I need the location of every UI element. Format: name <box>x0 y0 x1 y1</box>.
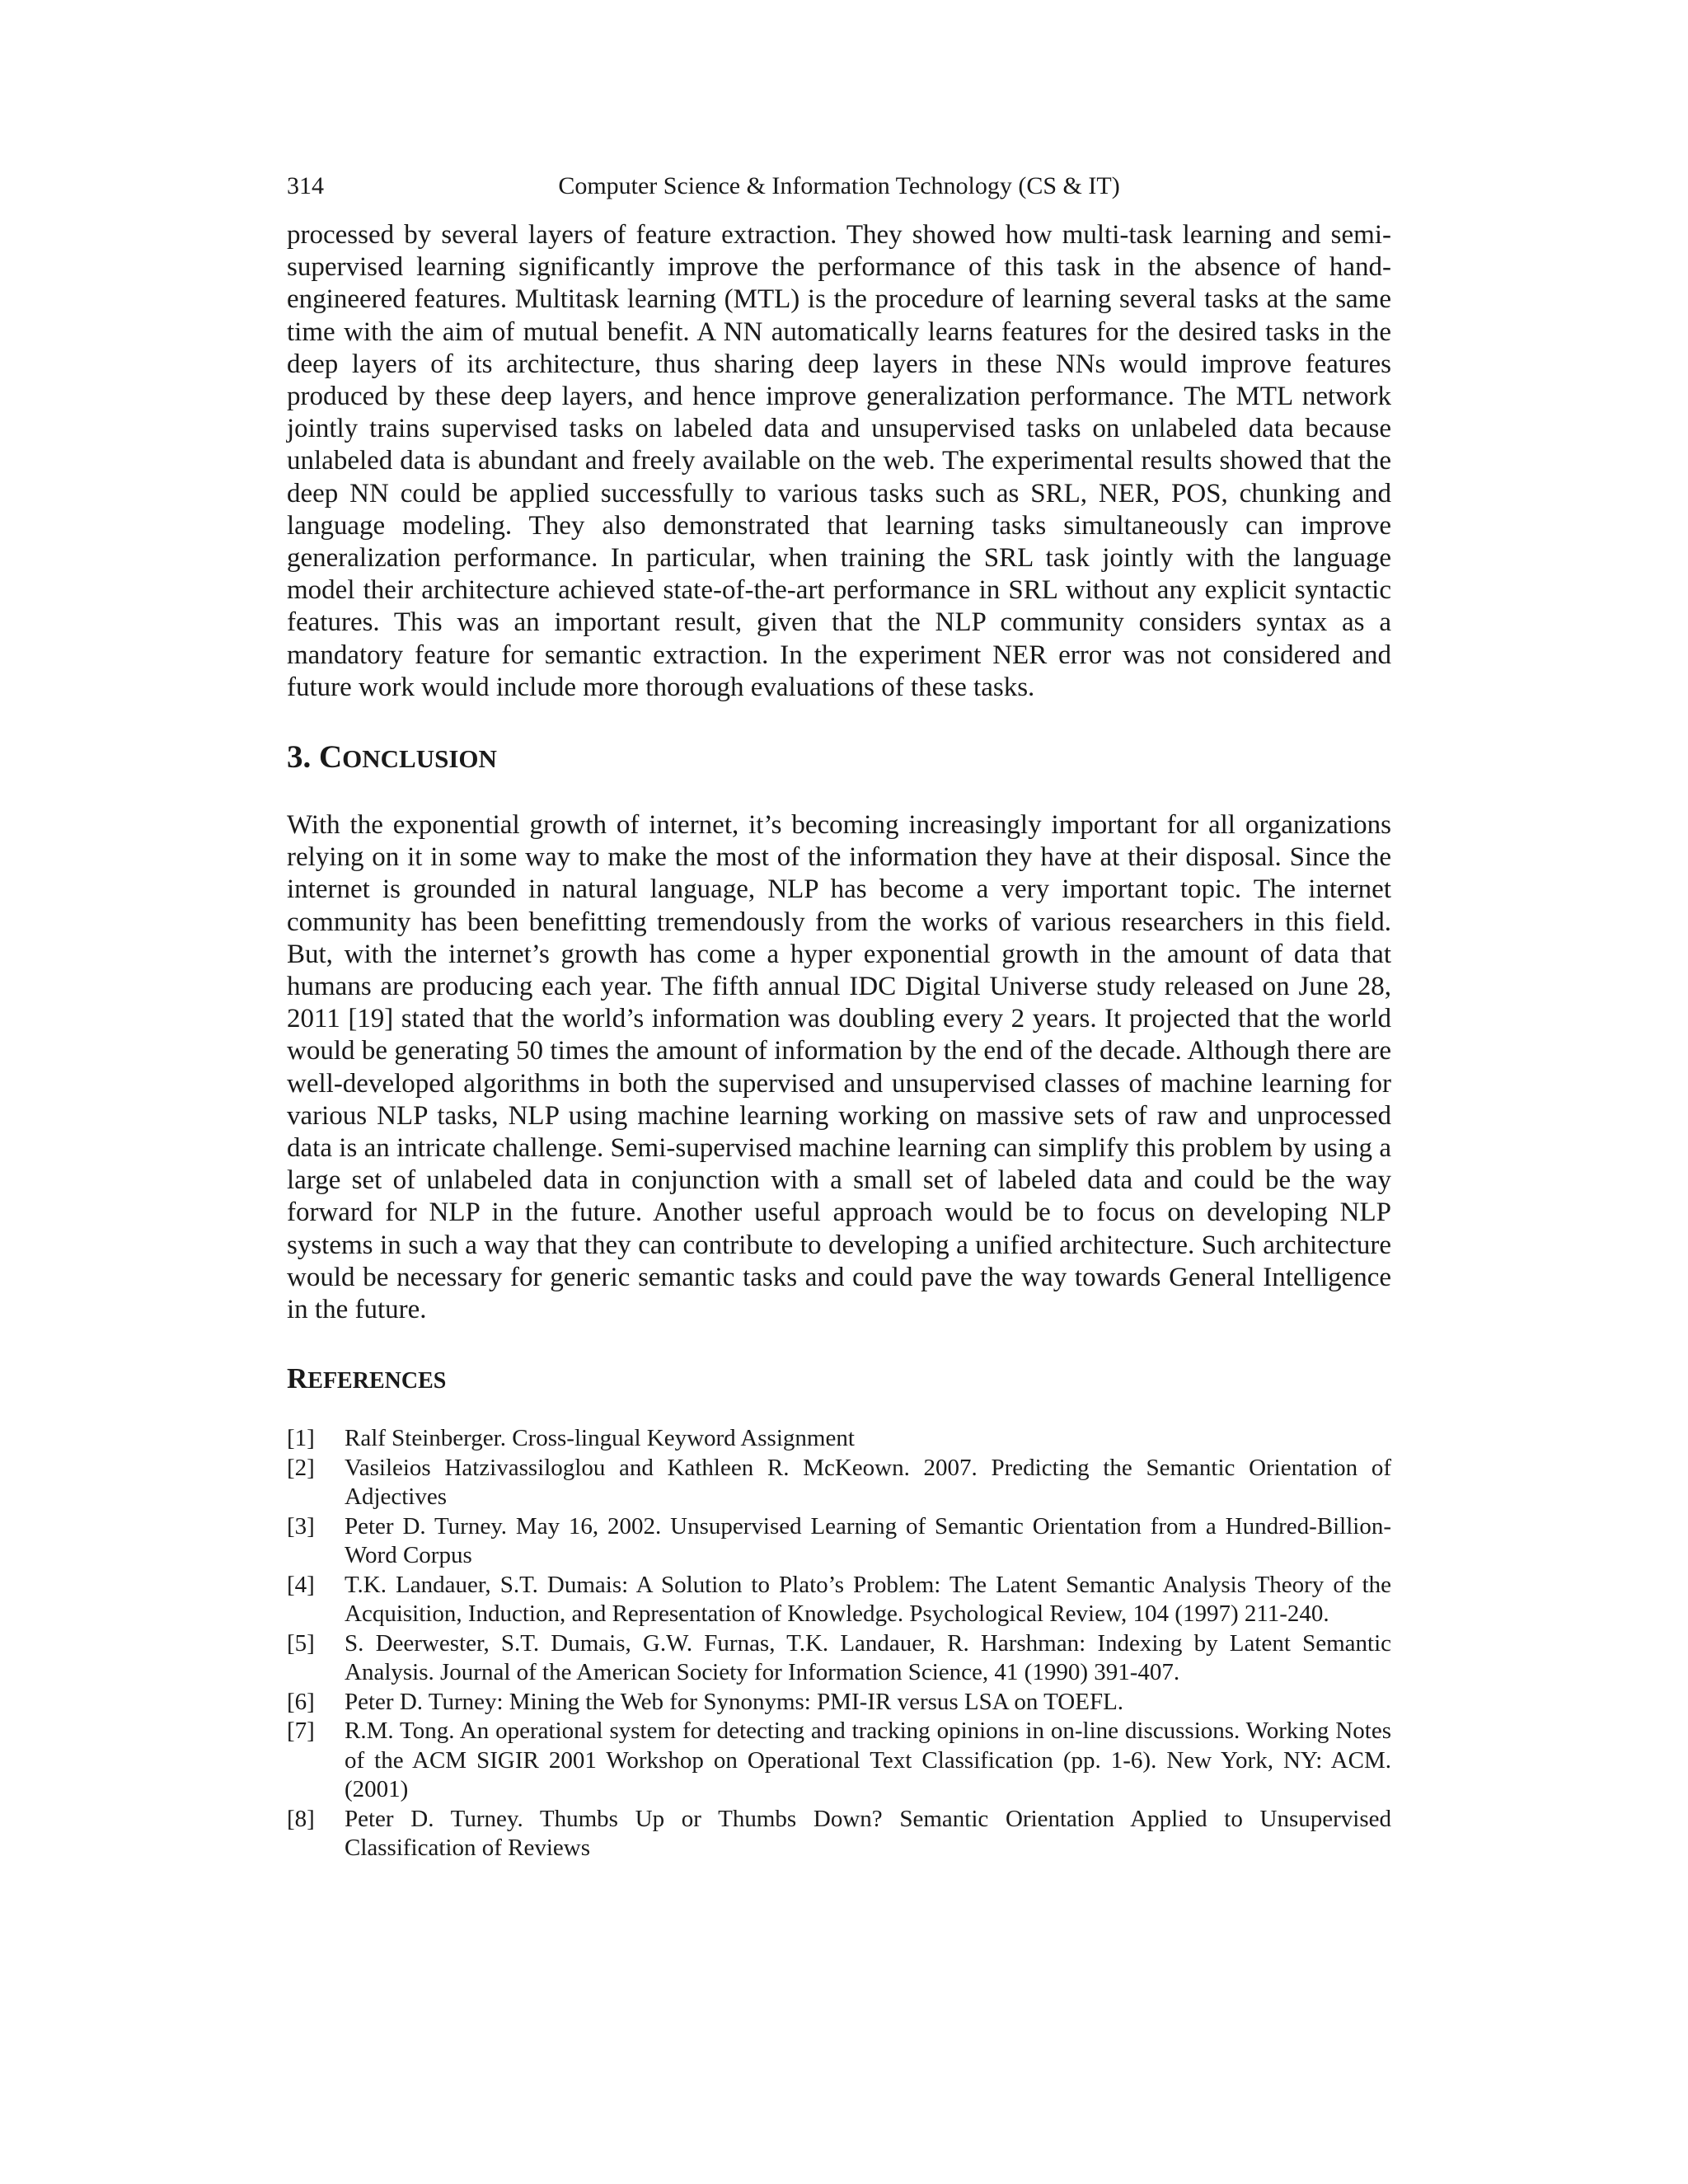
reference-number: [4] <box>287 1571 315 1598</box>
reference-item <box>287 1454 1391 1512</box>
heading-initial: C <box>319 739 343 775</box>
reference-number: [5] <box>287 1629 315 1657</box>
conclusion-paragraph: With the exponential growth of internet, it’s becoming increasingly important for all organizations relying on it in some way to make the most of the information they have at their disposal. Since the internet is grounded in natural language, NLP has become a very important topic. The internet community has been benefitting tremendously from the works of various researchers in this field. But, with the internet’s growth has come a hyper exponential growth in the amount of data that humans are producing each year. The fifth annual IDC Digital Universe study released on June 28, 2011 [19] stated that the world’s information was doubling every 2 years. It projected that the world would be generating 50 times the amount of information by the end of the decade. Although there are well-developed algorithms in both the supervised and unsupervised classes of machine learning for various NLP tasks, NLP using machine learning working on massive sets of raw and unprocessed data is an intricate challenge. Semi-supervised machine learning can simplify this problem by using a large set of unlabeled data in conjunction with a small set of labeled data and could be the way forward for NLP in the future. Another useful approach would be to focus on developing NLP systems in such a way that they can contribute to developing a unified architecture. Such architecture would be necessary for generic semantic tasks and could pave the way towards General Intelligence in the future. <box>287 810 1391 1325</box>
reference-number: [2] <box>287 1454 315 1481</box>
reference-item <box>287 1805 1391 1863</box>
reference-text: Vasileios Hatzivassiloglou and Kathleen R. McKeown. 2007. Predicting the Semantic Orientation of Adjectives <box>345 1454 1391 1510</box>
references-heading <box>287 1360 446 1400</box>
journal-title: Computer Science & Information Technology (CS & IT) <box>558 172 1120 199</box>
heading-rest: ONCLUSION <box>342 744 497 773</box>
page-number: 314 <box>287 172 324 199</box>
reference-text: T.K. Landauer, S.T. Dumais: A Solution to Plato’s Problem: The Latent Semantic Analysis Theory of the Acquisition, Induction, and Representation of Knowledge. Psychological Review, 104 (1997) 211-240. <box>345 1571 1391 1627</box>
intro-paragraph: processed by several layers of feature extraction. They showed how multi-task learning and semi-supervised learning significantly improve the performance of this task in the absence of hand-engineered features. Multitask learning (MTL) is the procedure of learning several tasks at the same time with the aim of mutual benefit. A NN automatically learns features for the desired tasks in the deep layers of its architecture, thus sharing deep layers in these NNs would improve features produced by these deep layers, and hence improve generalization performance. The MTL network jointly trains supervised tasks on labeled data and unsupervised tasks on unlabeled data because unlabeled data is abundant and freely available on the web. The experimental results showed that the deep NN could be applied successfully to various tasks such as SRL, NER, POS, chunking and language modeling. They also demonstrated that learning tasks simultaneously can improve generalization performance. In particular, when training the SRL task jointly with the language model their architecture achieved state-of-the-art performance in SRL without any explicit syntactic features. This was an important result, given that the NLP community considers syntax as a mandatory feature for semantic extraction. In the experiment NER error was not considered and future work would include more thorough evaluations of these tasks. <box>287 220 1391 702</box>
reference-number: [7] <box>287 1718 315 1744</box>
running-header <box>287 170 1391 203</box>
reference-number: [1] <box>287 1425 315 1451</box>
reference-item <box>287 1629 1391 1688</box>
reference-item <box>287 1688 1391 1718</box>
heading-rest: EFERENCES <box>307 1368 447 1394</box>
heading-initial: R <box>287 1362 308 1394</box>
reference-item <box>287 1512 1391 1571</box>
conclusion-section <box>287 809 1391 1326</box>
section-number: 3. <box>287 739 319 775</box>
reference-number: [6] <box>287 1688 315 1715</box>
reference-text: Peter D. Turney. May 16, 2002. Unsupervised Learning of Semantic Orientation from a Hundred-Billion-Word Corpus <box>345 1512 1391 1568</box>
reference-text: Peter D. Turney: Mining the Web for Synonyms: PMI-IR versus LSA on TOEFL. <box>345 1688 1124 1715</box>
intro-section <box>287 219 1391 704</box>
reference-text: Peter D. Turney. Thumbs Up or Thumbs Down? Semantic Orientation Applied to Unsupervised Classification of Reviews <box>345 1805 1391 1861</box>
reference-text: R.M. Tong. An operational system for detecting and tracking opinions in on-line discussions. Working Notes of the ACM SIGIR 2001 Workshop on Operational Text Classification (pp. 1-6). New York, NY: ACM. (2001) <box>345 1718 1391 1802</box>
reference-item <box>287 1571 1391 1629</box>
reference-list <box>287 1424 1391 1863</box>
reference-number: [3] <box>287 1512 315 1540</box>
reference-item <box>287 1424 1391 1454</box>
reference-text: Ralf Steinberger. Cross-lingual Keyword Assignment <box>345 1425 855 1451</box>
conclusion-heading <box>287 737 497 780</box>
reference-number: [8] <box>287 1805 315 1832</box>
reference-text: S. Deerwester, S.T. Dumais, G.W. Furnas, T.K. Landauer, R. Harshman: Indexing by Latent Semantic Analysis. Journal of the American Society for Information Science, 41 (1990) 391-407. <box>345 1629 1391 1685</box>
reference-item <box>287 1717 1391 1805</box>
